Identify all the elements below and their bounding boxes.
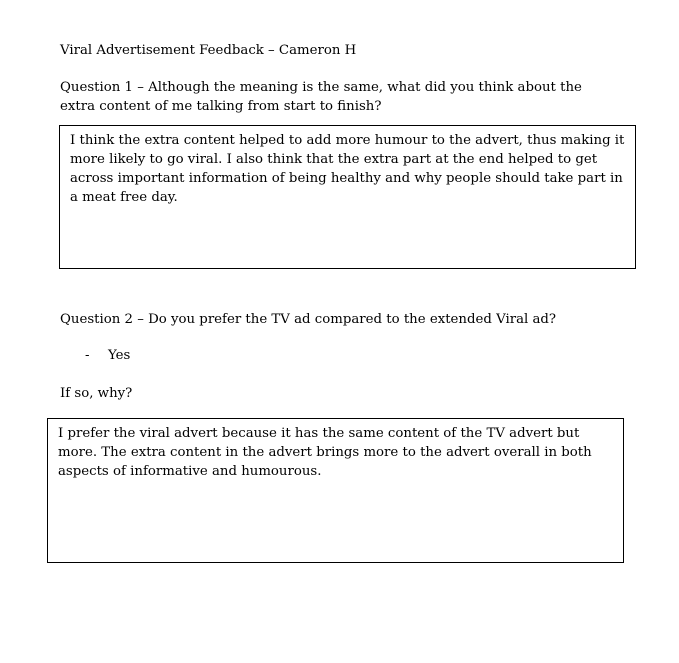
question-2-answer-box [47, 418, 624, 563]
question-2-choice-text: Yes [108, 348, 131, 363]
question-2-label: Question 2 – Do you prefer the TV ad compared to the extended Viral ad? [60, 312, 557, 327]
question-2-answer-text: I prefer the viral advert because it has the same content of the TV advert but more. The extra content in the advert brings more to the advert overall in both aspects of informative and humourous. [58, 426, 592, 479]
question-2-choice [85, 346, 130, 365]
document-title: Viral Advertisement Feedback – Cameron H [60, 43, 357, 58]
question-1-answer-box [59, 125, 636, 269]
followup-label: If so, why? [60, 386, 133, 401]
bullet-dash: - [85, 348, 90, 363]
question-1-answer-text: I think the extra content helped to add more humour to the advert, thus making it more likely to go viral. I also think that the extra part at the end helped to get across important information of being healthy and why people should take part in a meat free day. [70, 133, 625, 205]
question-1-label: Question 1 – Although the meaning is the same, what did you think about the extra content of me talking from start to finish? [60, 80, 582, 114]
